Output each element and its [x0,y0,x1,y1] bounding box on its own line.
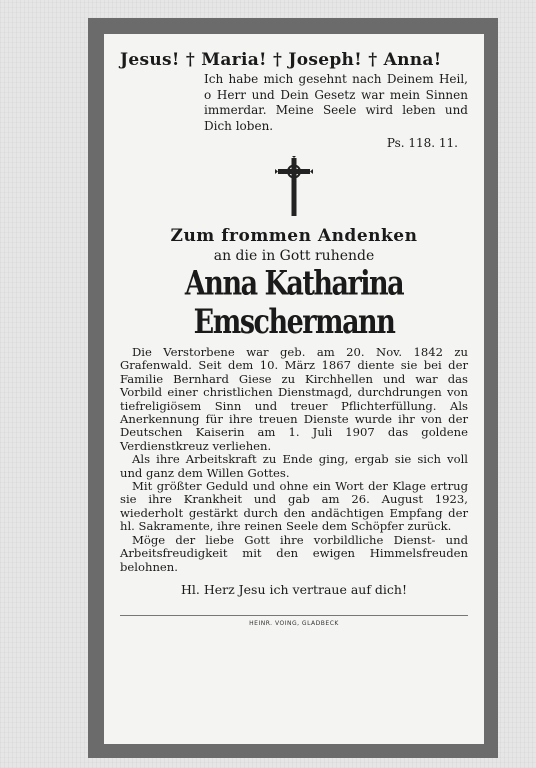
printer-imprint: HEINR. VOING, GLADBECK [249,619,339,627]
psalm-reference: Ps. 118. 11. [386,136,458,150]
cross-icon [274,156,314,218]
invocation-line: Jesus! † Maria! † Joseph! † Anna! [120,50,442,70]
biography-paragraph: Mit größter Geduld und ohne ein Wort der Klage ertrug sie ihre Krankheit und gab am 26. August 1923, wiederholt gestärkt durch den andächtigen Empfang der hl. Sakramente, ihre reinen Seele dem Schöpfer zurück. [120,479,468,534]
biography-paragraph: Möge der liebe Gott ihre vorbildliche Dienst- und Arbeitsfreudigkeit mit den ewigen Himmelsfreuden belohnen. [120,532,468,574]
divider [120,615,468,616]
memorial-card [88,18,498,758]
cross-ornament [120,156,468,218]
card-inner-panel [104,34,484,744]
biography-paragraph: Als ihre Arbeitskraft zu Ende ging, ergab sie sich voll und ganz dem Willen Gottes. [120,452,468,480]
deceased-name: Anna Katharina Emschermann [184,264,404,342]
heading-remembrance: Zum frommen Andenken [170,226,418,246]
biography-paragraph: Die Verstorbene war geb. am 20. Nov. 1842 zu Grafenwald. Seit dem 10. März 1867 diente sie bei der Familie Bernhard Giese zu Kirchhellen und war das Vorbild einer christlichen Dienstmagd, durchdrungen von tiefreligiösem Sinn und treuer Pflichterfüllung. Als Anerkennung für ihre treuen Dienste wurde ihr von der Deutschen Kaiserin am 1. Juli 1907 das goldene Verdienstkreuz verliehen. [120,345,468,453]
closing-prayer: Hl. Herz Jesu ich vertraue auf dich! [180,581,408,597]
biography [120,346,468,574]
heading-dedication: an die in Gott ruhende [213,248,375,264]
psalm-quote: Ich habe mich gesehnt nach Deinem Heil, o Herr und Dein Gesetz war mein Sinnen immerdar. Meine Seele wird leben und Dich loben. [204,72,468,133]
